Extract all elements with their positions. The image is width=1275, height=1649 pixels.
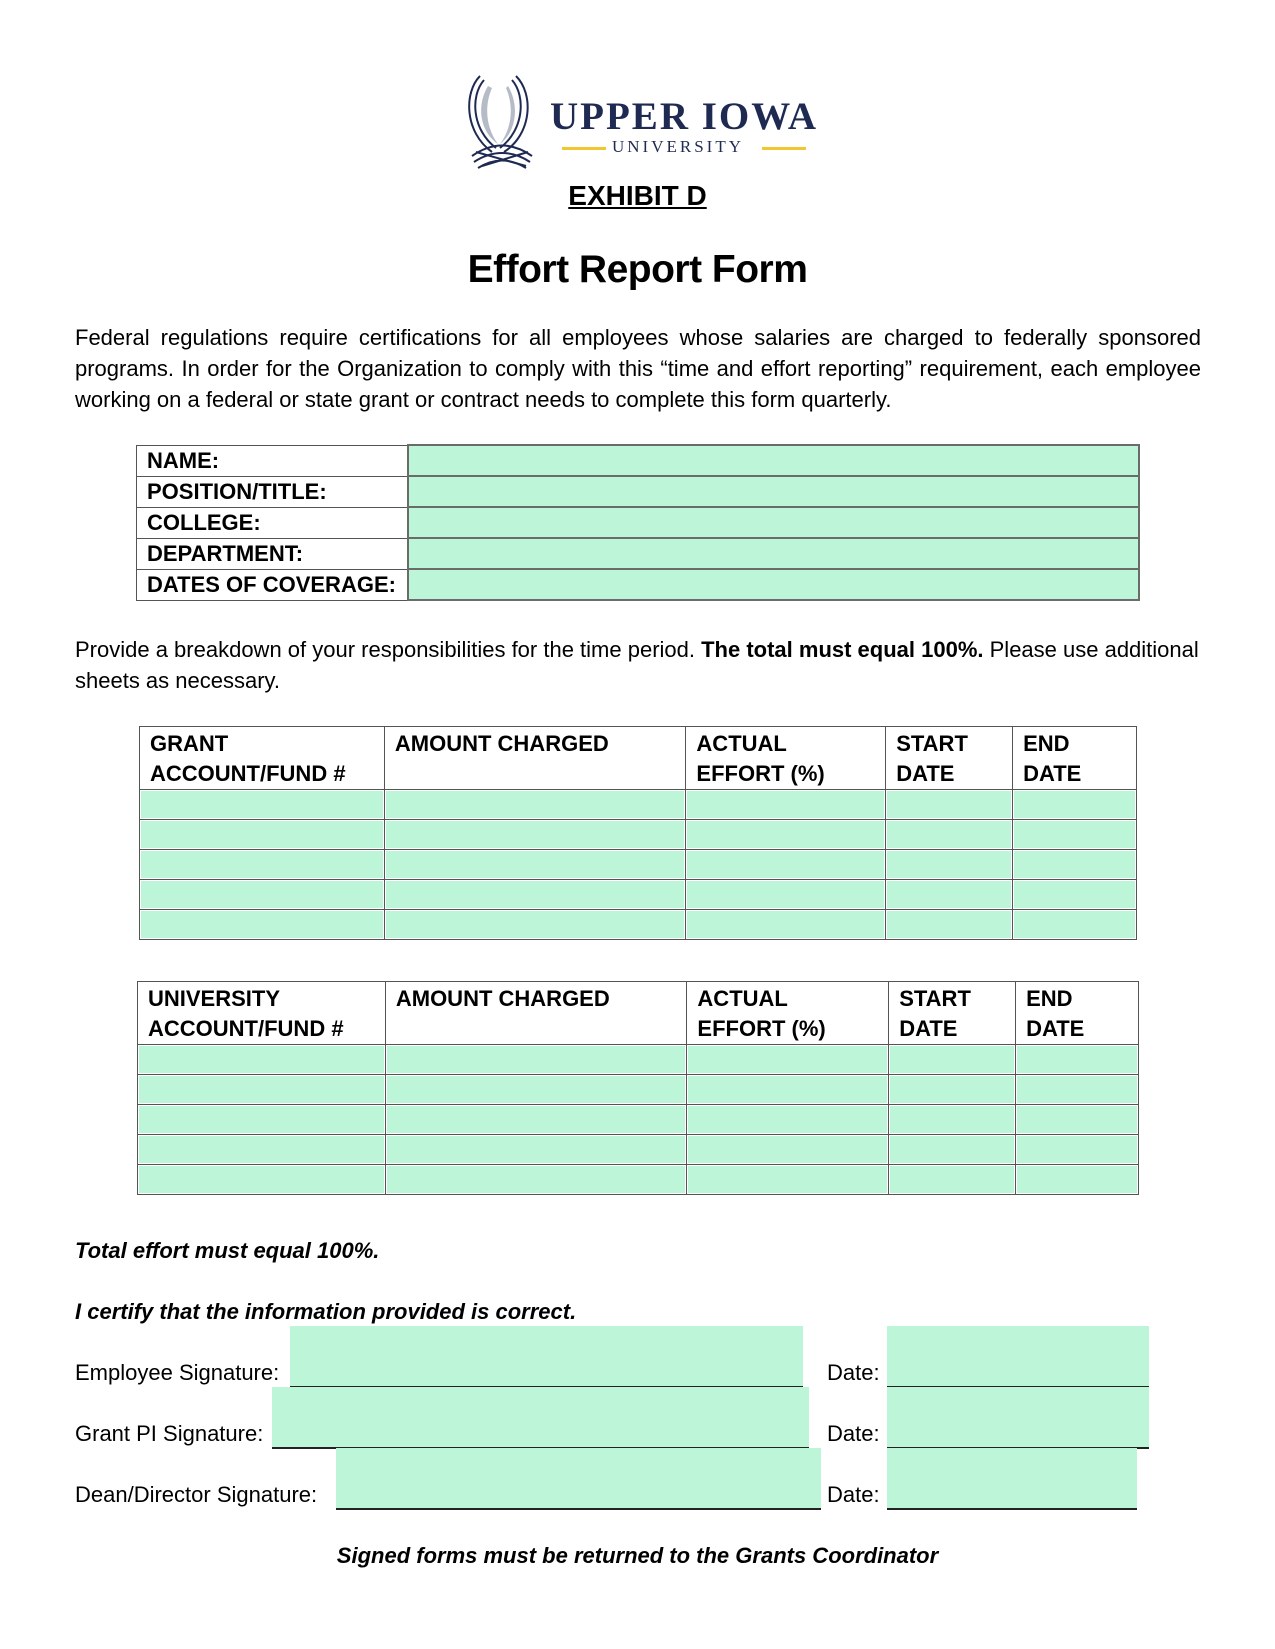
table-row — [140, 850, 1137, 880]
cell-input-field[interactable] — [141, 791, 383, 818]
breakdown-text-continued: Please use additional sheets as necessary. — [75, 637, 1199, 693]
table-cell — [886, 910, 1013, 940]
cell-input-field[interactable] — [139, 1076, 384, 1103]
cell-input-field[interactable] — [887, 851, 1011, 878]
cell-input-field[interactable] — [890, 1136, 1014, 1163]
table-row — [140, 790, 1137, 820]
employee-date-field[interactable] — [887, 1326, 1149, 1388]
intro-paragraph: Federal regulations require certifications for all employees whose salaries are charged to federally sponsored programs. In order for the Organization to comply with this “time and effort reporting” requirement, each employee working on a federal or state grant or contract needs to complete this form quarterly. — [75, 325, 1201, 412]
cell-input-field[interactable] — [1017, 1046, 1137, 1073]
table-cell — [1016, 1135, 1139, 1165]
table-cell — [138, 1105, 386, 1135]
cell-input-field[interactable] — [141, 821, 383, 848]
cell-input-field[interactable] — [1014, 791, 1135, 818]
table-cell — [1013, 880, 1137, 910]
column-header: START DATE — [889, 982, 1016, 1045]
table-cell — [384, 820, 686, 850]
closing-note: Signed forms must be returned to the Grants Coordinator — [336, 1543, 939, 1568]
table-cell — [138, 1135, 386, 1165]
table-cell — [687, 1045, 889, 1075]
table-cell — [886, 850, 1013, 880]
info-input-field[interactable] — [408, 538, 1139, 569]
logo-subtitle: UNIVERSITY — [612, 137, 744, 156]
table-cell — [686, 850, 886, 880]
table-cell — [384, 790, 686, 820]
table-cell — [686, 820, 886, 850]
grant-pi-signature-label: Grant PI Signature: — [75, 1421, 264, 1446]
table-cell — [140, 880, 385, 910]
table-cell — [385, 1045, 687, 1075]
column-header: GRANT ACCOUNT/FUND # — [140, 727, 385, 790]
table-cell — [687, 1075, 889, 1105]
table-cell — [1013, 910, 1137, 940]
cell-input-field[interactable] — [887, 791, 1011, 818]
cell-input-field[interactable] — [139, 1046, 384, 1073]
employee-date-label: Date: — [827, 1360, 880, 1385]
table-cell — [385, 1135, 687, 1165]
table-cell — [385, 1075, 687, 1105]
table-row — [138, 1105, 1139, 1135]
table-cell — [686, 790, 886, 820]
breakdown-instructions — [75, 634, 1205, 696]
cell-input-field[interactable] — [688, 1136, 887, 1163]
dean-signature-field[interactable] — [336, 1448, 821, 1510]
cell-input-field[interactable] — [1014, 881, 1135, 908]
grant-account-table — [139, 726, 1137, 940]
table-cell — [385, 1165, 687, 1195]
cell-input-field[interactable] — [141, 911, 383, 938]
cell-input-field[interactable] — [1017, 1076, 1137, 1103]
table-cell — [889, 1045, 1016, 1075]
logo-subtitle-row — [562, 137, 807, 159]
cell-input-field[interactable] — [890, 1076, 1014, 1103]
cell-input-field[interactable] — [688, 1076, 887, 1103]
table-cell — [384, 880, 686, 910]
employee-info-table — [136, 444, 1140, 601]
table-cell — [687, 1105, 889, 1135]
employee-signature-label: Employee Signature: — [75, 1360, 280, 1385]
cell-input-field[interactable] — [139, 1136, 384, 1163]
cell-input-field[interactable] — [1014, 851, 1135, 878]
cell-input-field[interactable] — [387, 1166, 686, 1193]
certification-statement: I certify that the information provided is correct. — [75, 1299, 577, 1324]
table-cell — [140, 850, 385, 880]
cell-input-field[interactable] — [139, 1106, 384, 1133]
column-header: AMOUNT CHARGED — [385, 982, 687, 1045]
info-row — [137, 476, 1140, 507]
cell-input-field[interactable] — [688, 1166, 887, 1193]
info-label: NAME: — [137, 445, 409, 476]
column-header: ACTUAL EFFORT (%) — [687, 982, 889, 1045]
grant-pi-signature-field[interactable] — [272, 1387, 809, 1449]
cell-input-field[interactable] — [688, 1046, 887, 1073]
cell-input-field[interactable] — [387, 1046, 686, 1073]
cell-input-field[interactable] — [387, 1136, 686, 1163]
table-cell — [889, 1135, 1016, 1165]
logo-rule-right — [762, 147, 806, 150]
table-cell — [687, 1135, 889, 1165]
dean-date-label: Date: — [827, 1482, 880, 1507]
info-input-field[interactable] — [408, 476, 1139, 507]
table-row — [138, 1045, 1139, 1075]
university-account-table — [137, 981, 1139, 1195]
cell-input-field[interactable] — [141, 881, 383, 908]
cell-input-field[interactable] — [890, 1106, 1014, 1133]
cell-input-field[interactable] — [1017, 1106, 1137, 1133]
table-cell — [140, 910, 385, 940]
info-label: DATES OF COVERAGE: — [137, 569, 409, 600]
table-cell — [140, 790, 385, 820]
cell-input-field[interactable] — [687, 881, 884, 908]
total-effort-note: Total effort must equal 100%. — [75, 1238, 380, 1263]
cell-input-field[interactable] — [386, 911, 685, 938]
column-header: UNIVERSITY ACCOUNT/FUND # — [138, 982, 386, 1045]
cell-input-field[interactable] — [887, 821, 1011, 848]
table-cell — [384, 910, 686, 940]
column-header: AMOUNT CHARGED — [384, 727, 686, 790]
cell-input-field[interactable] — [890, 1046, 1014, 1073]
cell-input-field[interactable] — [1017, 1136, 1137, 1163]
column-header: END DATE — [1013, 727, 1137, 790]
cell-input-field[interactable] — [687, 821, 884, 848]
table-cell — [385, 1105, 687, 1135]
logo-rule-left — [562, 147, 606, 150]
table-row — [140, 910, 1137, 940]
table-cell — [1016, 1165, 1139, 1195]
table-cell — [1013, 820, 1137, 850]
cell-input-field[interactable] — [386, 881, 685, 908]
table-cell — [889, 1105, 1016, 1135]
info-input-field[interactable] — [408, 569, 1139, 600]
table-cell — [886, 790, 1013, 820]
cell-input-field[interactable] — [386, 821, 685, 848]
employee-signature-field[interactable] — [290, 1326, 803, 1388]
table-cell — [886, 820, 1013, 850]
cell-input-field[interactable] — [139, 1166, 384, 1193]
cell-input-field[interactable] — [890, 1166, 1014, 1193]
cell-input-field[interactable] — [1014, 821, 1135, 848]
page-title: Effort Report Form — [467, 248, 808, 291]
table-cell — [1016, 1045, 1139, 1075]
cell-input-field[interactable] — [687, 911, 884, 938]
cell-input-field[interactable] — [387, 1076, 686, 1103]
table-cell — [889, 1075, 1016, 1105]
breakdown-text: Provide a breakdown of your responsibilities for the time period. — [75, 637, 702, 662]
dean-date-field[interactable] — [887, 1448, 1137, 1510]
table-cell — [140, 820, 385, 850]
table-cell — [138, 1045, 386, 1075]
table-cell — [138, 1165, 386, 1195]
table-cell — [686, 910, 886, 940]
breakdown-emphasis: The total must equal 100%. — [701, 637, 984, 662]
table-cell — [1016, 1105, 1139, 1135]
table-cell — [1013, 790, 1137, 820]
table-cell — [886, 880, 1013, 910]
cell-input-field[interactable] — [687, 791, 884, 818]
info-label: DEPARTMENT: — [137, 538, 409, 569]
info-row — [137, 507, 1140, 538]
grant-pi-date-field[interactable] — [887, 1387, 1149, 1449]
info-row — [137, 538, 1140, 569]
table-cell — [889, 1165, 1016, 1195]
info-row — [137, 445, 1140, 476]
logo-emblem-icon — [462, 72, 542, 172]
cell-input-field[interactable] — [386, 851, 685, 878]
table-row — [140, 820, 1137, 850]
info-label: POSITION/TITLE: — [137, 476, 409, 507]
cell-input-field[interactable] — [887, 881, 1011, 908]
column-header: START DATE — [886, 727, 1013, 790]
info-input-field[interactable] — [408, 507, 1139, 538]
column-header: ACTUAL EFFORT (%) — [686, 727, 886, 790]
table-row — [138, 1075, 1139, 1105]
info-label: COLLEGE: — [137, 507, 409, 538]
info-row — [137, 569, 1140, 600]
column-header: END DATE — [1016, 982, 1139, 1045]
exhibit-label: EXHIBIT D — [568, 180, 707, 211]
logo-wordmark: UPPER IOWA — [550, 95, 819, 138]
table-cell — [138, 1075, 386, 1105]
cell-input-field[interactable] — [1017, 1166, 1137, 1193]
table-row — [138, 1135, 1139, 1165]
table-cell — [1016, 1075, 1139, 1105]
university-logo — [462, 72, 822, 182]
cell-input-field[interactable] — [141, 851, 383, 878]
cell-input-field[interactable] — [887, 911, 1011, 938]
cell-input-field[interactable] — [687, 851, 884, 878]
table-cell — [1013, 850, 1137, 880]
table-row — [138, 1165, 1139, 1195]
table-cell — [384, 850, 686, 880]
cell-input-field[interactable] — [1014, 911, 1135, 938]
cell-input-field[interactable] — [688, 1106, 887, 1133]
table-row — [140, 880, 1137, 910]
table-cell — [686, 880, 886, 910]
cell-input-field[interactable] — [386, 791, 685, 818]
table-cell — [687, 1165, 889, 1195]
grant-pi-date-label: Date: — [827, 1421, 880, 1446]
info-input-field[interactable] — [408, 445, 1139, 476]
dean-signature-label: Dean/Director Signature: — [75, 1482, 318, 1507]
cell-input-field[interactable] — [387, 1106, 686, 1133]
